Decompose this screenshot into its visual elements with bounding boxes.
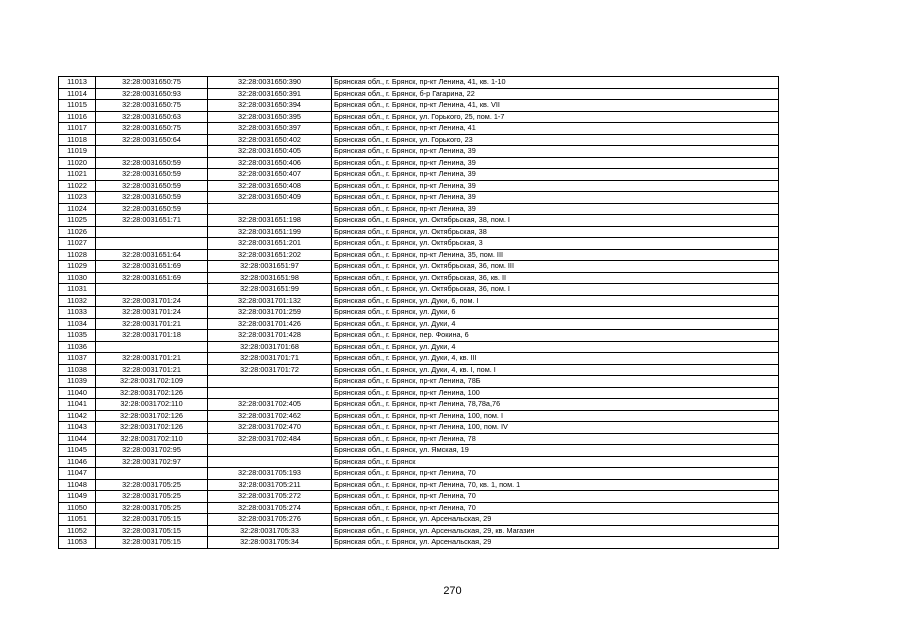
- address-cell: Брянская обл., г. Брянск, пр-кт Ленина, 39: [332, 192, 779, 204]
- cadastral-number-cell: 32:28:0031650:409: [208, 192, 332, 204]
- parent-cadastral-number-cell: 32:28:0031650:63: [96, 111, 208, 123]
- table-row: [59, 410, 779, 422]
- row-number-cell: 11052: [59, 525, 96, 537]
- table-row: [59, 318, 779, 330]
- address-cell: Брянская обл., г. Брянск, ул. Горького, 25, пом. 1-7: [332, 111, 779, 123]
- parent-cadastral-number-cell: 32:28:0031701:24: [96, 295, 208, 307]
- table-row: [59, 215, 779, 227]
- address-cell: Брянская обл., г. Брянск, ул. Арсенальская, 29: [332, 514, 779, 526]
- table-row: [59, 353, 779, 365]
- row-number-cell: 11050: [59, 502, 96, 514]
- cadastral-number-cell: 32:28:0031651:97: [208, 261, 332, 273]
- address-cell: Брянская обл., г. Брянск, ул. Горького, 23: [332, 134, 779, 146]
- address-cell: Брянская обл., г. Брянск, ул. Октябрьская, 36, пом. III: [332, 261, 779, 273]
- address-cell: Брянская обл., г. Брянск, пр-кт Ленина, 41, кв. VII: [332, 100, 779, 112]
- table-row: [59, 192, 779, 204]
- cadastral-number-cell: 32:28:0031702:405: [208, 399, 332, 411]
- parent-cadastral-number-cell: 32:28:0031650:93: [96, 88, 208, 100]
- table-row: [59, 123, 779, 135]
- row-number-cell: 11017: [59, 123, 96, 135]
- table-row: [59, 169, 779, 181]
- cadastral-number-cell: 32:28:0031701:72: [208, 364, 332, 376]
- cadastral-number-cell: 32:28:0031651:199: [208, 226, 332, 238]
- table-row: [59, 77, 779, 89]
- cadastral-number-cell: 32:28:0031650:394: [208, 100, 332, 112]
- parent-cadastral-number-cell: 32:28:0031701:24: [96, 307, 208, 319]
- row-number-cell: 11014: [59, 88, 96, 100]
- cadastral-number-cell: 32:28:0031701:428: [208, 330, 332, 342]
- cadastral-number-cell: 32:28:0031651:202: [208, 249, 332, 261]
- parent-cadastral-number-cell: 32:28:0031650:75: [96, 123, 208, 135]
- table-row: [59, 238, 779, 250]
- parent-cadastral-number-cell: 32:28:0031651:71: [96, 215, 208, 227]
- parent-cadastral-number-cell: 32:28:0031705:15: [96, 514, 208, 526]
- cadastral-number-cell: 32:28:0031705:276: [208, 514, 332, 526]
- cadastral-number-cell: 32:28:0031651:201: [208, 238, 332, 250]
- address-cell: Брянская обл., г. Брянск, ул. Арсенальская, 29: [332, 537, 779, 549]
- parent-cadastral-number-cell: 32:28:0031650:59: [96, 169, 208, 181]
- cadastral-number-cell: 32:28:0031702:484: [208, 433, 332, 445]
- parent-cadastral-number-cell: [96, 146, 208, 158]
- table-row: [59, 364, 779, 376]
- table-row: [59, 134, 779, 146]
- parent-cadastral-number-cell: [96, 226, 208, 238]
- row-number-cell: 11038: [59, 364, 96, 376]
- address-cell: Брянская обл., г. Брянск, пр-кт Ленина, 41: [332, 123, 779, 135]
- parent-cadastral-number-cell: [96, 284, 208, 296]
- address-cell: Брянская обл., г. Брянск, б-р Гагарина, 22: [332, 88, 779, 100]
- parent-cadastral-number-cell: [96, 238, 208, 250]
- row-number-cell: 11016: [59, 111, 96, 123]
- parent-cadastral-number-cell: 32:28:0031651:69: [96, 272, 208, 284]
- address-cell: Брянская обл., г. Брянск, пр-кт Ленина, 41, кв. 1-10: [332, 77, 779, 89]
- row-number-cell: 11034: [59, 318, 96, 330]
- address-cell: Брянская обл., г. Брянск, ул. Дуки, 4: [332, 318, 779, 330]
- cadastral-number-cell: 32:28:0031650:397: [208, 123, 332, 135]
- cadastral-number-cell: [208, 387, 332, 399]
- row-number-cell: 11044: [59, 433, 96, 445]
- row-number-cell: 11021: [59, 169, 96, 181]
- parent-cadastral-number-cell: 32:28:0031705:15: [96, 537, 208, 549]
- cadastral-number-cell: 32:28:0031650:406: [208, 157, 332, 169]
- table-row: [59, 445, 779, 457]
- parent-cadastral-number-cell: 32:28:0031650:59: [96, 157, 208, 169]
- parent-cadastral-number-cell: 32:28:0031651:69: [96, 261, 208, 273]
- row-number-cell: 11024: [59, 203, 96, 215]
- cadastral-number-cell: 32:28:0031650:390: [208, 77, 332, 89]
- row-number-cell: 11027: [59, 238, 96, 250]
- table-row: [59, 272, 779, 284]
- cadastral-number-cell: 32:28:0031705:272: [208, 491, 332, 503]
- parent-cadastral-number-cell: 32:28:0031705:25: [96, 479, 208, 491]
- cadastral-number-cell: 32:28:0031701:71: [208, 353, 332, 365]
- address-cell: Брянская обл., г. Брянск, пр-кт Ленина, 78Б: [332, 376, 779, 388]
- table-row: [59, 514, 779, 526]
- address-cell: Брянская обл., г. Брянск, ул. Октябрьская, 38, пом. I: [332, 215, 779, 227]
- row-number-cell: 11032: [59, 295, 96, 307]
- row-number-cell: 11015: [59, 100, 96, 112]
- address-cell: Брянская обл., г. Брянск, пр-кт Ленина, 70: [332, 468, 779, 480]
- table-row: [59, 295, 779, 307]
- parent-cadastral-number-cell: 32:28:0031701:21: [96, 353, 208, 365]
- table-row: [59, 203, 779, 215]
- parent-cadastral-number-cell: [96, 468, 208, 480]
- table-row: [59, 249, 779, 261]
- parent-cadastral-number-cell: [96, 341, 208, 353]
- address-cell: Брянская обл., г. Брянск, ул. Октябрьская, 38: [332, 226, 779, 238]
- address-cell: Брянская обл., г. Брянск, ул. Октябрьская, 36, кв. II: [332, 272, 779, 284]
- cadastral-number-cell: 32:28:0031702:462: [208, 410, 332, 422]
- address-cell: Брянская обл., г. Брянск, пр-кт Ленина, 78: [332, 433, 779, 445]
- parent-cadastral-number-cell: 32:28:0031650:59: [96, 180, 208, 192]
- table-row: [59, 537, 779, 549]
- row-number-cell: 11039: [59, 376, 96, 388]
- cadastral-number-cell: 32:28:0031702:470: [208, 422, 332, 434]
- address-cell: Брянская обл., г. Брянск, пр-кт Ленина, 70, кв. 1, пом. 1: [332, 479, 779, 491]
- parent-cadastral-number-cell: 32:28:0031701:18: [96, 330, 208, 342]
- cadastral-number-cell: [208, 456, 332, 468]
- parent-cadastral-number-cell: 32:28:0031702:126: [96, 387, 208, 399]
- parent-cadastral-number-cell: 32:28:0031702:126: [96, 410, 208, 422]
- table-row: [59, 502, 779, 514]
- table-row: [59, 456, 779, 468]
- address-cell: Брянская обл., г. Брянск, пр-кт Ленина, 78,78а,76: [332, 399, 779, 411]
- cadastral-number-cell: 32:28:0031701:132: [208, 295, 332, 307]
- cadastral-number-cell: 32:28:0031650:408: [208, 180, 332, 192]
- address-cell: Брянская обл., г. Брянск, пр-кт Ленина, 35, пом. III: [332, 249, 779, 261]
- cadastral-number-cell: 32:28:0031650:391: [208, 88, 332, 100]
- table-row: [59, 330, 779, 342]
- parent-cadastral-number-cell: 32:28:0031701:21: [96, 318, 208, 330]
- parent-cadastral-number-cell: 32:28:0031702:109: [96, 376, 208, 388]
- table-row: [59, 491, 779, 503]
- cadastral-number-cell: 32:28:0031650:402: [208, 134, 332, 146]
- table-row: [59, 433, 779, 445]
- table-row: [59, 307, 779, 319]
- row-number-cell: 11040: [59, 387, 96, 399]
- table-row: [59, 100, 779, 112]
- cadastral-number-cell: 32:28:0031651:198: [208, 215, 332, 227]
- cadastral-number-cell: 32:28:0031651:98: [208, 272, 332, 284]
- row-number-cell: 11041: [59, 399, 96, 411]
- cadastral-number-cell: [208, 376, 332, 388]
- cadastral-number-cell: 32:28:0031705:33: [208, 525, 332, 537]
- cadastral-number-cell: 32:28:0031650:395: [208, 111, 332, 123]
- address-cell: Брянская обл., г. Брянск, ул. Ямская, 19: [332, 445, 779, 457]
- address-cell: Брянская обл., г. Брянск, пр-кт Ленина, 39: [332, 203, 779, 215]
- address-cell: Брянская обл., г. Брянск, пр-кт Ленина, 39: [332, 169, 779, 181]
- row-number-cell: 11035: [59, 330, 96, 342]
- row-number-cell: 11029: [59, 261, 96, 273]
- address-cell: Брянская обл., г. Брянск, ул. Дуки, 6, пом. I: [332, 295, 779, 307]
- address-cell: Брянская обл., г. Брянск, пр-кт Ленина, 70: [332, 491, 779, 503]
- cadastral-number-cell: 32:28:0031705:193: [208, 468, 332, 480]
- table-row: [59, 341, 779, 353]
- row-number-cell: 11020: [59, 157, 96, 169]
- cadastral-number-cell: 32:28:0031705:34: [208, 537, 332, 549]
- address-cell: Брянская обл., г. Брянск, пр-кт Ленина, 39: [332, 157, 779, 169]
- row-number-cell: 11031: [59, 284, 96, 296]
- cadastral-number-cell: 32:28:0031650:407: [208, 169, 332, 181]
- table-row: [59, 180, 779, 192]
- row-number-cell: 11048: [59, 479, 96, 491]
- table-row: [59, 157, 779, 169]
- cadastral-number-cell: [208, 203, 332, 215]
- address-cell: Брянская обл., г. Брянск, пр-кт Ленина, 100: [332, 387, 779, 399]
- row-number-cell: 11025: [59, 215, 96, 227]
- parent-cadastral-number-cell: 32:28:0031650:59: [96, 203, 208, 215]
- table-row: [59, 226, 779, 238]
- table-row: [59, 525, 779, 537]
- row-number-cell: 11028: [59, 249, 96, 261]
- address-cell: Брянская обл., г. Брянск, ул. Октябрьская, 3: [332, 238, 779, 250]
- table-row: [59, 468, 779, 480]
- parent-cadastral-number-cell: 32:28:0031702:97: [96, 456, 208, 468]
- row-number-cell: 11045: [59, 445, 96, 457]
- table-row: [59, 387, 779, 399]
- table-row: [59, 399, 779, 411]
- address-cell: Брянская обл., г. Брянск, ул. Дуки, 6: [332, 307, 779, 319]
- row-number-cell: 11046: [59, 456, 96, 468]
- address-cell: Брянская обл., г. Брянск, ул. Дуки, 4: [332, 341, 779, 353]
- address-cell: Брянская обл., г. Брянск, ул. Дуки, 4, кв. III: [332, 353, 779, 365]
- parent-cadastral-number-cell: 32:28:0031702:95: [96, 445, 208, 457]
- row-number-cell: 11042: [59, 410, 96, 422]
- cadastral-number-cell: 32:28:0031650:405: [208, 146, 332, 158]
- row-number-cell: 11018: [59, 134, 96, 146]
- row-number-cell: 11023: [59, 192, 96, 204]
- cadastral-number-cell: 32:28:0031705:211: [208, 479, 332, 491]
- row-number-cell: 11033: [59, 307, 96, 319]
- address-cell: Брянская обл., г. Брянск: [332, 456, 779, 468]
- row-number-cell: 11019: [59, 146, 96, 158]
- cadastral-number-cell: 32:28:0031701:426: [208, 318, 332, 330]
- cadastral-number-cell: 32:28:0031705:274: [208, 502, 332, 514]
- table-row: [59, 376, 779, 388]
- address-cell: Брянская обл., г. Брянск, пр-кт Ленина, 70: [332, 502, 779, 514]
- row-number-cell: 11043: [59, 422, 96, 434]
- cadastral-number-cell: 32:28:0031651:99: [208, 284, 332, 296]
- table-row: [59, 88, 779, 100]
- address-cell: Брянская обл., г. Брянск, пр-кт Ленина, 100, пом. IV: [332, 422, 779, 434]
- parent-cadastral-number-cell: 32:28:0031705:25: [96, 502, 208, 514]
- parent-cadastral-number-cell: 32:28:0031650:64: [96, 134, 208, 146]
- table-row: [59, 284, 779, 296]
- row-number-cell: 11026: [59, 226, 96, 238]
- page-number: 270: [443, 585, 462, 597]
- parent-cadastral-number-cell: 32:28:0031705:25: [96, 491, 208, 503]
- registry-table-body: [59, 77, 779, 549]
- row-number-cell: 11053: [59, 537, 96, 549]
- address-cell: Брянская обл., г. Брянск, пр-кт Ленина, 39: [332, 180, 779, 192]
- registry-table: [58, 76, 779, 549]
- row-number-cell: 11030: [59, 272, 96, 284]
- table-row: [59, 479, 779, 491]
- table-row: [59, 111, 779, 123]
- table-row: [59, 261, 779, 273]
- parent-cadastral-number-cell: 32:28:0031705:15: [96, 525, 208, 537]
- cadastral-number-cell: 32:28:0031701:259: [208, 307, 332, 319]
- row-number-cell: 11047: [59, 468, 96, 480]
- parent-cadastral-number-cell: 32:28:0031701:21: [96, 364, 208, 376]
- address-cell: Брянская обл., г. Брянск, пр-кт Ленина, 100, пом. I: [332, 410, 779, 422]
- table-row: [59, 422, 779, 434]
- cadastral-number-cell: 32:28:0031701:68: [208, 341, 332, 353]
- row-number-cell: 11049: [59, 491, 96, 503]
- parent-cadastral-number-cell: 32:28:0031702:126: [96, 422, 208, 434]
- parent-cadastral-number-cell: 32:28:0031650:75: [96, 77, 208, 89]
- address-cell: Брянская обл., г. Брянск, ул. Октябрьская, 36, пом. I: [332, 284, 779, 296]
- row-number-cell: 11013: [59, 77, 96, 89]
- address-cell: Брянская обл., г. Брянск, ул. Арсенальская, 29, кв. Магазин: [332, 525, 779, 537]
- table-row: [59, 146, 779, 158]
- row-number-cell: 11037: [59, 353, 96, 365]
- row-number-cell: 11036: [59, 341, 96, 353]
- address-cell: Брянская обл., г. Брянск, пр-кт Ленина, 39: [332, 146, 779, 158]
- parent-cadastral-number-cell: 32:28:0031651:64: [96, 249, 208, 261]
- row-number-cell: 11051: [59, 514, 96, 526]
- address-cell: Брянская обл., г. Брянск, пер. Фокина, 6: [332, 330, 779, 342]
- address-cell: Брянская обл., г. Брянск, ул. Дуки, 4, кв. I, пом. I: [332, 364, 779, 376]
- parent-cadastral-number-cell: 32:28:0031650:75: [96, 100, 208, 112]
- parent-cadastral-number-cell: 32:28:0031650:59: [96, 192, 208, 204]
- parent-cadastral-number-cell: 32:28:0031702:110: [96, 399, 208, 411]
- row-number-cell: 11022: [59, 180, 96, 192]
- parent-cadastral-number-cell: 32:28:0031702:110: [96, 433, 208, 445]
- cadastral-number-cell: [208, 445, 332, 457]
